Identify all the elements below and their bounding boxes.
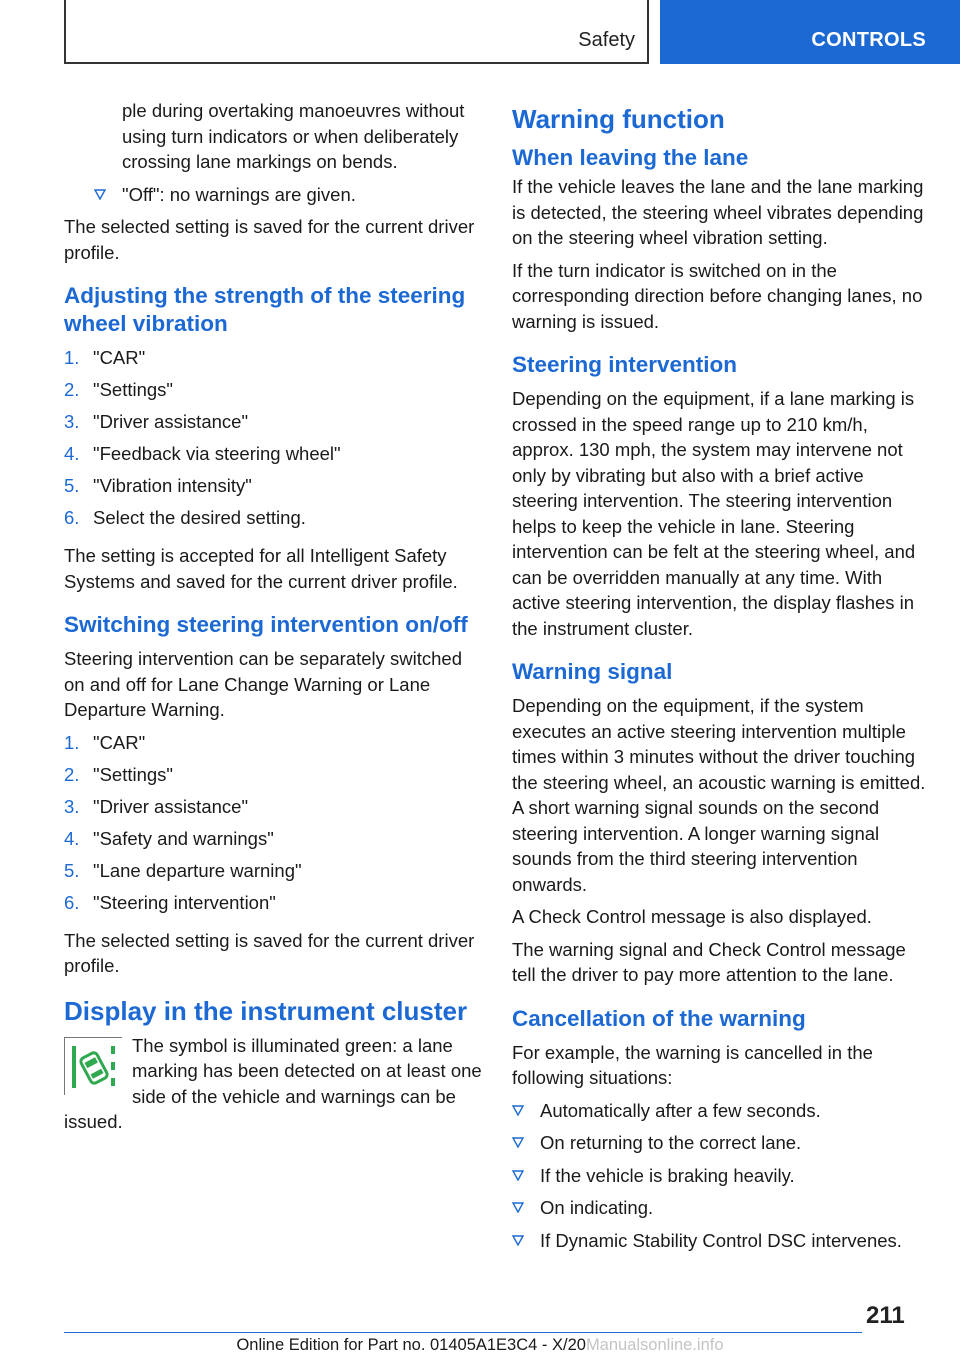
cancel-list [512,1098,930,1254]
step-number: 5. [64,475,80,496]
list-item-text: If the vehicle is braking heavily. [540,1164,795,1186]
step-number: 6. [64,507,80,528]
leaving-paragraph-1: If the vehicle leaves the lane and the lane marking is detected, the steering wheel vibrates depending on the steering wheel vibration setting. [512,176,924,248]
list-item-text: On indicating. [540,1197,654,1218]
step-item [64,473,482,505]
page-number: 211 [866,1302,905,1329]
step-number: 2. [64,763,80,785]
footer-edition-text: Online Edition for Part no. 01405A1E3C4 - X/20 [236,1336,586,1354]
triangle-bullet-icon [512,1169,524,1181]
signal-paragraph-3: The warning signal and Check Control message tell the driver to pay more attention to the lane. [512,938,906,985]
switching-intro: Steering intervention can be separately switched on and off for Lane Change Warning or Lane Departure Warning. [64,648,462,720]
step-item [64,890,482,922]
strength-steps-list [64,345,482,537]
step-number: 3. [64,795,80,817]
step-text: "Settings" [93,763,173,785]
heading-intervention: Steering intervention [512,352,738,377]
heading-switching: Switching steering intervention on/off [64,612,468,637]
step-item [64,826,482,858]
continued-list-item: ple during overtaking manoeuvres without using turn indicators or when deliberately crossing lane markings on bends. [122,100,465,172]
step-text: "Steering intervention" [93,891,276,913]
step-item [64,505,482,537]
triangle-bullet-icon [512,1234,524,1246]
step-text: "Driver assistance" [93,795,249,817]
saved-note-2: The selected setting is saved for the current driver profile. [64,929,475,976]
list-item-text: "Off": no warnings are given. [122,183,356,205]
step-number: 4. [64,443,80,464]
step-text: "Vibration intensity" [93,475,252,496]
header-section-title: Safety [578,29,635,51]
leaving-paragraph-2: If the turn indicator is switched on in the corresponding direction before changing lanes, no warning is issued. [512,259,923,332]
heading-signal: Warning signal [512,659,673,684]
step-item [64,762,482,794]
list-item [512,1228,930,1254]
triangle-bullet-icon [94,188,106,200]
heading-strength: Adjusting the strength of the steering wheel vibration [64,283,466,336]
accepted-note: The setting is accepted for all Intelligent Safety Systems and saved for the current driver profile. [64,545,458,592]
step-text: "Lane departure warning" [93,859,302,881]
step-item [64,730,482,762]
signal-paragraph-2: A Check Control message is also displayed. [512,906,872,927]
step-number: 6. [64,891,80,913]
list-item-text: Automatically after a few seconds. [540,1099,821,1121]
step-item [64,409,482,441]
cancel-intro: For example, the warning is cancelled in the following situations: [512,1041,873,1088]
list-item [512,1130,930,1156]
heading-display: Display in the instrument cluster [64,995,468,1026]
step-text: "Settings" [93,379,173,400]
step-item [64,794,482,826]
triangle-bullet-icon [512,1104,524,1116]
signal-paragraph-1: Depending on the equipment, if the system executes an active steering intervention multiple times within 3 minutes without the driver touching the steering wheel, an acoustic warning is emitted. A short warning signal sounds on the second steering intervention. A longer warning signal sounds from the third steering intervention onwards. [512,695,926,895]
step-item [64,377,482,409]
heading-cancel: Cancellation of the warning [512,1005,806,1031]
step-item [64,441,482,473]
step-text: "Driver assistance" [93,411,249,432]
heading-warning-function: Warning function [512,104,725,134]
step-text: "CAR" [93,347,146,368]
step-text: Select the desired setting. [93,507,306,528]
step-text: "Safety and warnings" [93,827,274,849]
step-item [64,858,482,890]
list-item [512,1098,930,1124]
left-column [64,98,482,1142]
step-number: 4. [64,827,80,849]
step-number: 1. [64,347,80,368]
switch-steps-list [64,730,482,922]
step-number: 2. [64,379,80,400]
step-item [64,345,482,377]
list-item-text: On returning to the correct lane. [540,1132,802,1153]
list-item [94,182,482,208]
footer-edition [0,1336,960,1355]
header-chapter-box [660,0,960,64]
step-text: "Feedback via steering wheel" [93,443,341,464]
saved-note: The selected setting is saved for the current driver profile. [64,216,475,263]
step-number: 3. [64,411,80,432]
footer-rule [64,1332,862,1333]
right-column [512,98,930,1260]
list-item-text: If Dynamic Stability Control DSC intervenes. [540,1229,902,1251]
header-chapter-title: CONTROLS [811,29,926,51]
header-section-box [64,0,649,64]
footer-watermark: Manualsonline.info [585,1336,724,1354]
display-text: The symbol is illuminated green: a lane marking has been detected on at least one side of the vehicle and warnings can be issued. [64,1034,482,1132]
list-item [512,1163,930,1189]
intervention-paragraph: Depending on the equipment, if a lane marking is crossed in the speed range up to 210 km/h, approx. 130 mph, the system may intervene not only by vibrating but also with a brief active steering intervention. The steering intervention helps to keep the vehicle in lane. Steering intervention can be felt at the steering wheel, and can be overridden manually at any time. With active steering intervention, the display flashes in the instrument cluster. [512,388,916,639]
step-text: "CAR" [93,731,146,753]
triangle-bullet-icon [512,1201,524,1213]
off-option-list [64,182,482,208]
lane-departure-warning-icon [64,1037,122,1095]
list-item [512,1195,930,1221]
step-number: 5. [64,859,80,881]
heading-leaving: When leaving the lane [512,145,749,170]
step-number: 1. [64,731,80,753]
triangle-bullet-icon [512,1136,524,1148]
